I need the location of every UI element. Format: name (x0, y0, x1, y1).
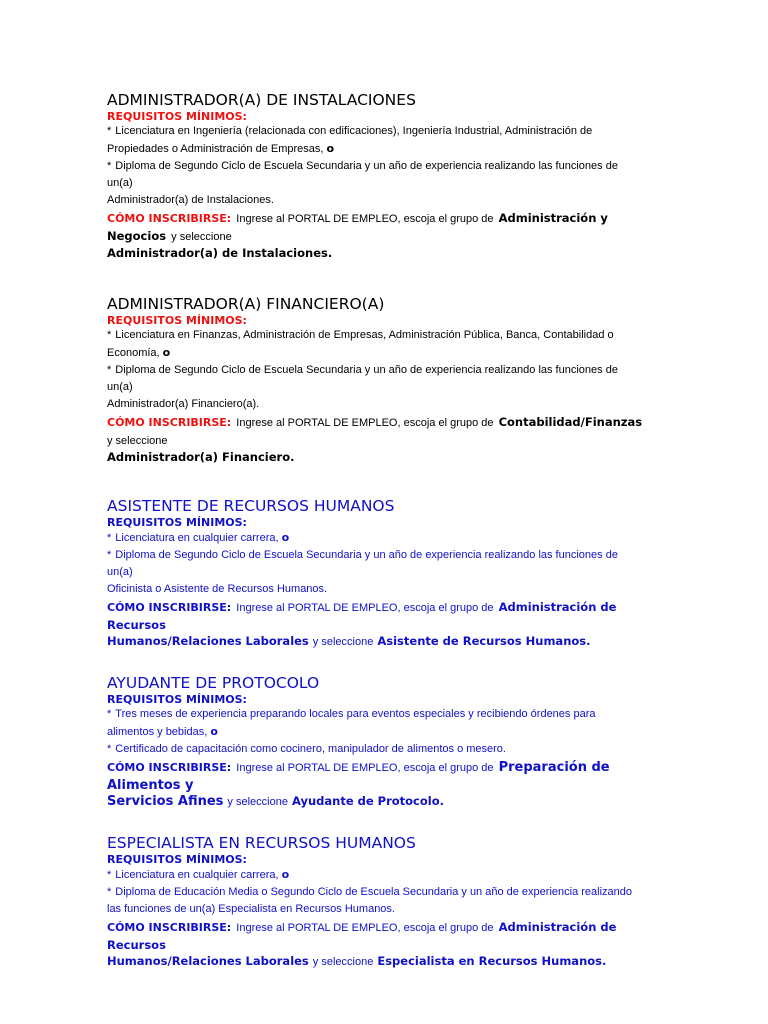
requisitos-label: REQUISITOS MÍNIMOS: (107, 110, 247, 123)
requirement-2: * Diploma de Segundo Ciclo de Escuela Secundaria y un año de experiencia realizando las funciones de un(a) Administrador(a) de Instalaciones. (107, 160, 618, 206)
bullet-star: * (107, 125, 112, 137)
job-administrador-instalaciones (107, 90, 647, 262)
grupo-name: Preparación de Alimentos y (107, 760, 610, 793)
bullet-star: * (107, 886, 112, 898)
como-inscribirse: CÓMO INSCRIBIRSE: Ingrese al PORTAL DE EMPLEO, escoja el grupo de Administración de Recursos (107, 600, 617, 632)
grupo-name: Administración de Recursos (107, 600, 617, 632)
puesto-name: Especialista en Recursos Humanos. (377, 954, 607, 968)
grupo-name: Administración de Recursos (107, 920, 617, 952)
job-asistente-recursos-humanos (107, 496, 647, 651)
puesto-line: Humanos/Relaciones Laborales y seleccione Asistente de Recursos Humanos. (107, 634, 591, 648)
puesto-line: Servicios Afines y seleccione Ayudante de Protocolo. (107, 794, 444, 809)
grupo-name: Administración y Negocios (107, 211, 608, 243)
job-especialista-recursos-humanos (107, 833, 647, 971)
como-label: CÓMO INSCRIBIRSE: (107, 601, 232, 614)
requirement-1: * Licenciatura en Ingeniería (relacionada con edificaciones), Ingeniería Industrial, Administración de Propiedades o Administración de Empresas, o (107, 125, 593, 155)
puesto-name: Asistente de Recursos Humanos. (377, 634, 591, 648)
job-title: ASISTENTE DE RECURSOS HUMANOS (107, 497, 395, 515)
puesto-name: Ayudante de Protocolo. (291, 794, 444, 808)
puesto-name: Administrador(a) de Instalaciones. (107, 246, 333, 260)
requirement-2: * Certificado de capacitación como cocinero, manipulador de alimentos o mesero. (107, 743, 506, 755)
requirement-1: * Tres meses de experiencia preparando locales para eventos especiales y recibiendo órdenes para alimentos y bebidas, o (107, 708, 596, 738)
job-title: AYUDANTE DE PROTOCOLO (107, 674, 320, 692)
requisitos-label: REQUISITOS MÍNIMOS: (107, 853, 247, 866)
document-body (107, 90, 647, 993)
bullet-star: * (107, 532, 112, 544)
puesto-line: Humanos/Relaciones Laborales y seleccione Especialista en Recursos Humanos. (107, 954, 607, 968)
como-label: CÓMO INSCRIBIRSE: (107, 212, 232, 225)
job-title: ADMINISTRADOR(A) DE INSTALACIONES (107, 91, 416, 109)
requirement-1: * Licenciatura en cualquier carrera, o (107, 868, 290, 881)
grupo-name-cont: Servicios Afines (107, 794, 224, 809)
puesto-name: Administrador(a) Financiero. (107, 450, 295, 464)
requirement-2: * Diploma de Segundo Ciclo de Escuela Secundaria y un año de experiencia realizando las funciones de un(a) Administrador(a) Financiero(a). (107, 364, 618, 410)
como-inscribirse: CÓMO INSCRIBIRSE: Ingrese al PORTAL DE EMPLEO, escoja el grupo de Administración de Recursos (107, 920, 617, 952)
bullet-star: * (107, 869, 112, 881)
requirement-1: * Licenciatura en Finanzas, Administración de Empresas, Administración Pública, Banca, Contabilidad o Economía, o (107, 329, 614, 359)
job-title: ADMINISTRADOR(A) FINANCIERO(A) (107, 295, 385, 313)
como-inscribirse: CÓMO INSCRIBIRSE: Ingrese al PORTAL DE EMPLEO, escoja el grupo de Preparación de Alimentos y (107, 760, 610, 793)
bullet-star: * (107, 743, 112, 755)
como-label: CÓMO INSCRIBIRSE: (107, 761, 232, 774)
grupo-name-cont: Humanos/Relaciones Laborales (107, 954, 309, 968)
como-inscribirse: CÓMO INSCRIBIRSE: Ingrese al PORTAL DE EMPLEO, escoja el grupo de Administración y Negocios y seleccione (107, 211, 608, 243)
requisitos-label: REQUISITOS MÍNIMOS: (107, 314, 247, 327)
job-title: ESPECIALISTA EN RECURSOS HUMANOS (107, 834, 416, 852)
como-label: CÓMO INSCRIBIRSE: (107, 416, 232, 429)
bullet-star: * (107, 364, 112, 376)
requisitos-label: REQUISITOS MÍNIMOS: (107, 516, 247, 529)
requisitos-label: REQUISITOS MÍNIMOS: (107, 693, 247, 706)
como-inscribirse: CÓMO INSCRIBIRSE: Ingrese al PORTAL DE EMPLEO, escoja el grupo de Contabilidad/Finanzas y seleccione (107, 415, 643, 447)
bullet-star: * (107, 549, 112, 561)
como-label: CÓMO INSCRIBIRSE: (107, 921, 232, 934)
requirement-1: * Licenciatura en cualquier carrera, o (107, 531, 290, 544)
job-administrador-financiero (107, 294, 647, 466)
requirement-2: * Diploma de Segundo Ciclo de Escuela Secundaria y un año de experiencia realizando las funciones de un(a) Oficinista o Asistente de Recursos Humanos. (107, 549, 618, 595)
bullet-star: * (107, 708, 112, 720)
grupo-name-cont: Humanos/Relaciones Laborales (107, 634, 309, 648)
requirement-2: * Diploma de Educación Media o Segundo Ciclo de Escuela Secundaria y un año de experiencia realizando las funciones de un(a) Especialista en Recursos Humanos. (107, 886, 633, 915)
job-ayudante-protocolo (107, 673, 647, 811)
bullet-star: * (107, 329, 112, 341)
grupo-name: Contabilidad/Finanzas (498, 415, 643, 429)
bullet-star: * (107, 160, 112, 172)
